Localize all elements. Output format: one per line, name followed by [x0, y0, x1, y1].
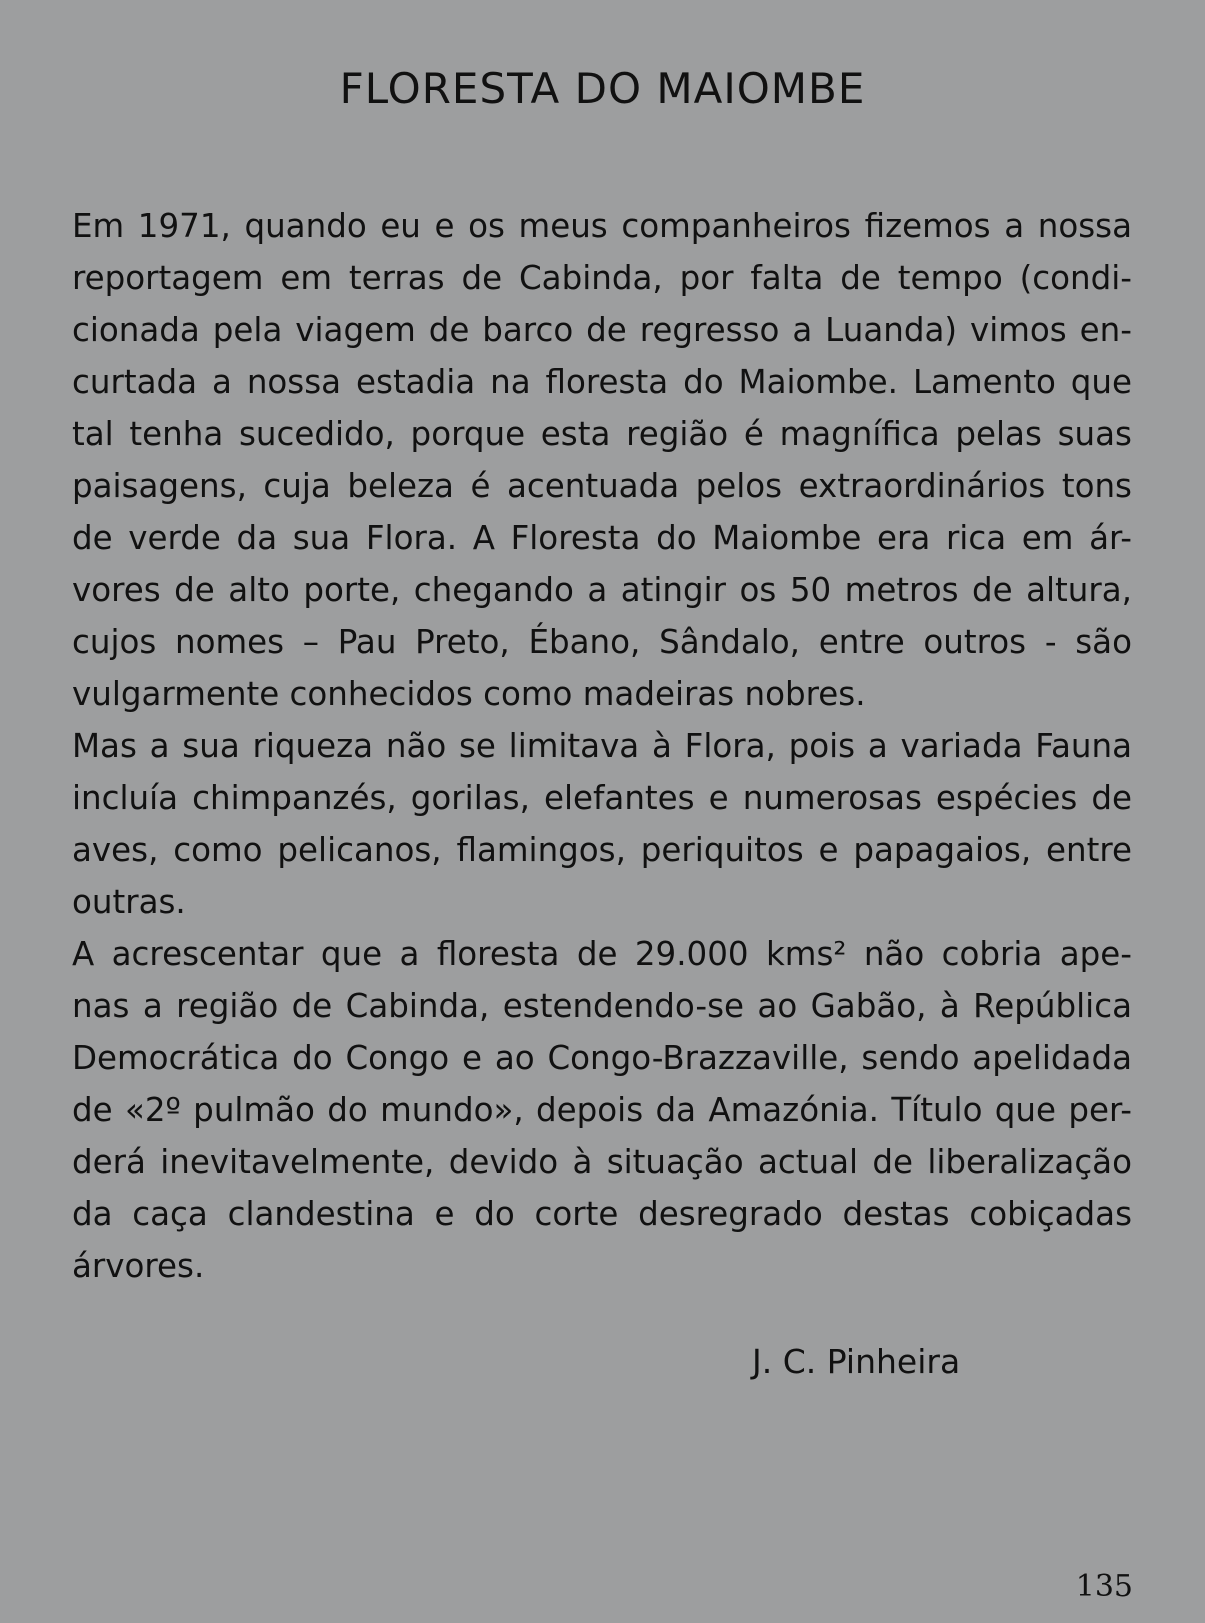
text-line: reportagem em terras de Cabinda, por falta de tempo (condi-: [72, 259, 1132, 297]
text-line: paisagens, cuja beleza é acentuada pelos extraordinários tons: [72, 467, 1132, 505]
text-line: derá inevitavelmente, devido à situação actual de liberalização: [72, 1143, 1132, 1181]
text-line: cujos nomes – Pau Preto, Ébano, Sândalo, entre outros - são: [72, 623, 1132, 661]
text-line: tal tenha sucedido, porque esta região é magnífica pelas suas: [72, 415, 1132, 453]
text-line: vulgarmente conhecidos como madeiras nobres.: [72, 675, 866, 713]
text-line: vores de alto porte, chegando a atingir os 50 metros de altura,: [72, 571, 1132, 609]
text-line: incluía chimpanzés, gorilas, elefantes e numerosas espécies de: [72, 779, 1132, 817]
text-line: Mas a sua riqueza não se limitava à Flora, pois a variada Fauna: [72, 727, 1132, 765]
author-signature: J. C. Pinheira: [752, 1342, 961, 1381]
text-line: curtada a nossa estadia na floresta do Maiombe. Lamento que: [72, 363, 1132, 401]
text-line: Democrática do Congo e ao Congo-Brazzaville, sendo apelidada: [72, 1039, 1132, 1077]
text-line: Em 1971, quando eu e os meus companheiros fizemos a nossa: [72, 207, 1132, 245]
page-number: 135: [1075, 1569, 1133, 1604]
text-line: de verde da sua Flora. A Floresta do Maiombe era rica em ár-: [72, 519, 1132, 557]
page-title: FLORESTA DO MAIOMBE: [339, 64, 866, 113]
text-line: árvores.: [72, 1247, 205, 1285]
text-line: nas a região de Cabinda, estendendo-se ao Gabão, à República: [72, 987, 1132, 1025]
text-line: outras.: [72, 883, 186, 921]
text-line: aves, como pelicanos, flamingos, periquitos e papagaios, entre: [72, 831, 1132, 869]
text-line: A acrescentar que a floresta de 29.000 kms² não cobria ape-: [72, 935, 1132, 973]
text-line: de «2º pulmão do mundo», depois da Amazónia. Título que per-: [72, 1091, 1132, 1129]
text-line: cionada pela viagem de barco de regresso a Luanda) vimos en-: [72, 311, 1132, 349]
text-line: da caça clandestina e do corte desregrado destas cobiçadas: [72, 1195, 1132, 1233]
article-body: [72, 200, 1132, 1292]
